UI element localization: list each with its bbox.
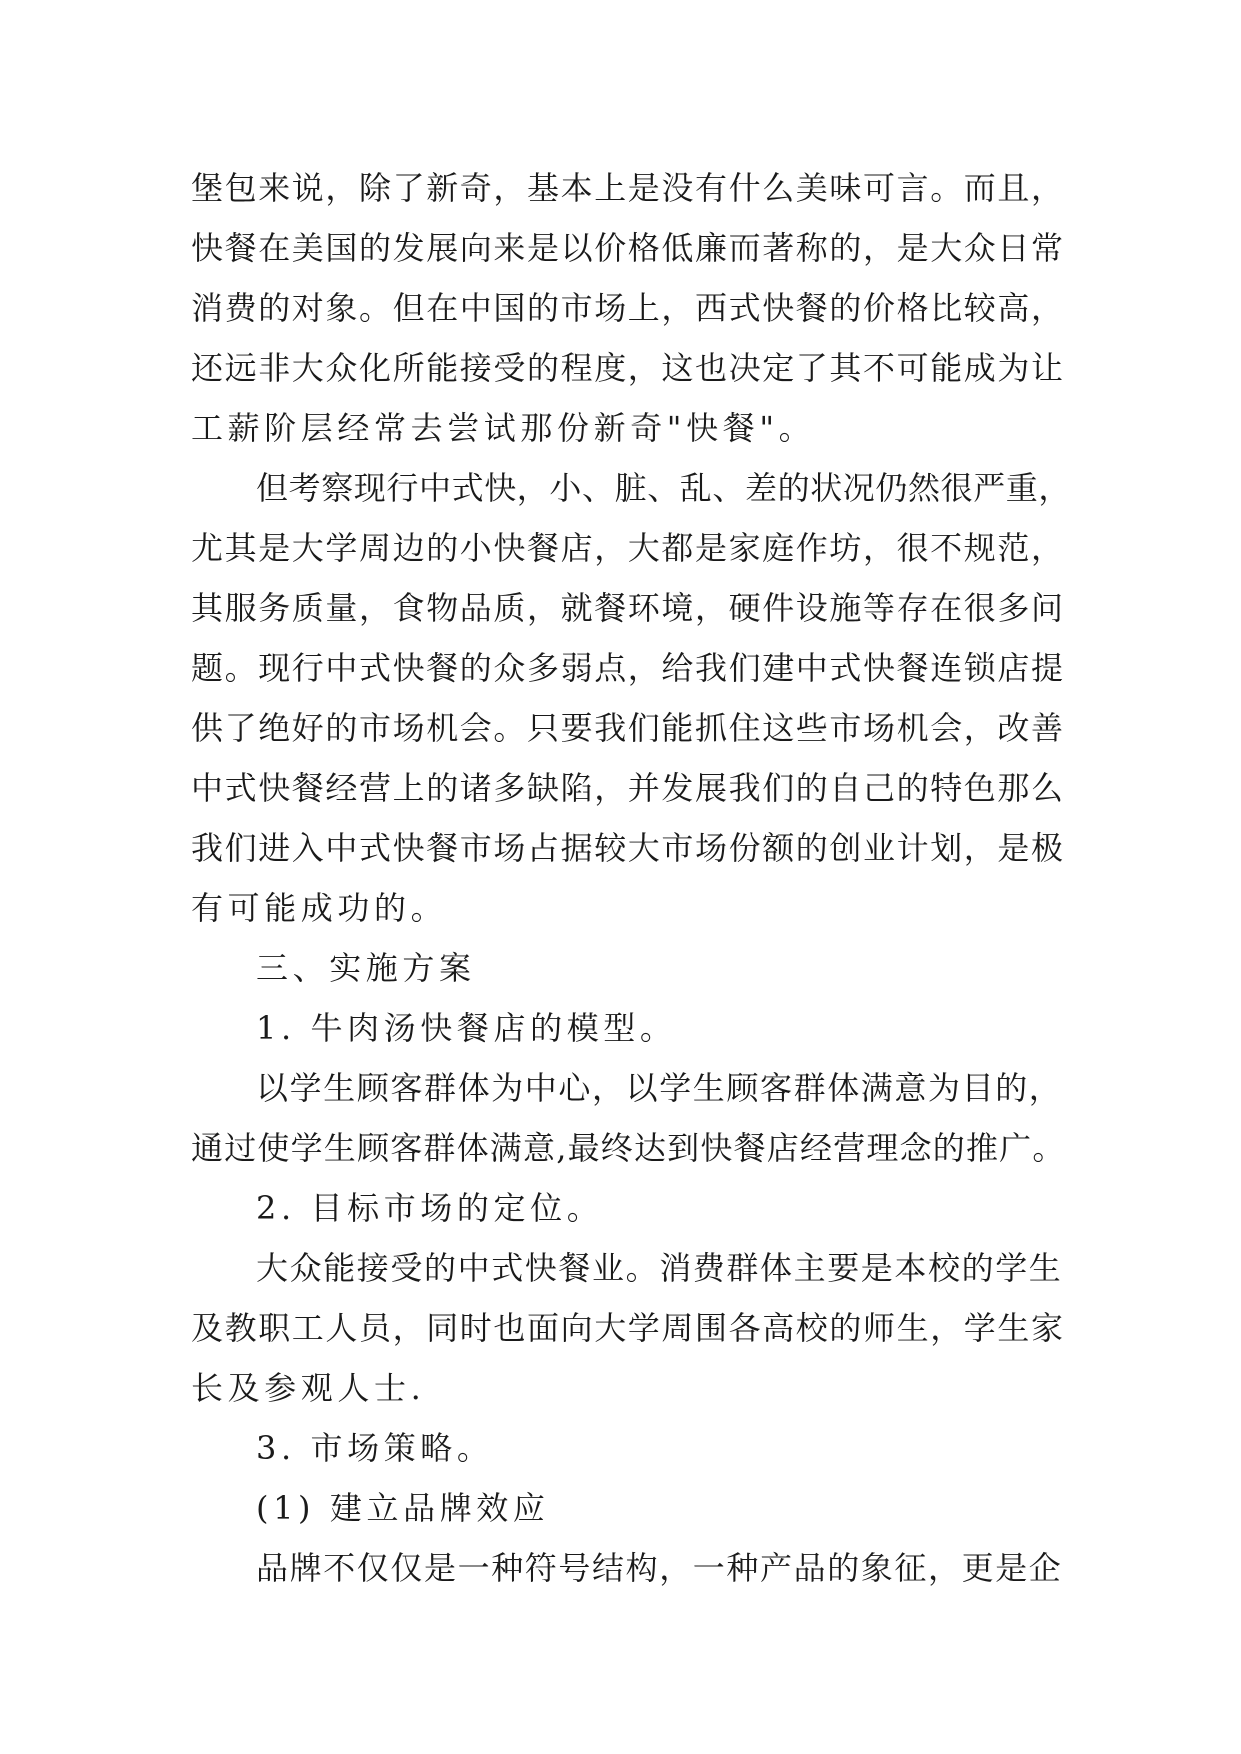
paragraph-model <box>191 1058 1071 1178</box>
text-line: 堡包来说，除了新奇，基本上是没有什么美味可言。而且， <box>191 169 1065 207</box>
text-line: 还远非大众化所能接受的程度，这也决定了其不可能成为让 <box>191 349 1065 387</box>
text-line: 以学生顾客群体为中心，以学生顾客群体满意为目的， <box>256 1069 1063 1107</box>
section-heading: 三、实施方案 <box>256 949 476 987</box>
text-line: 中式快餐经营上的诸多缺陷，并发展我们的自己的特色那么 <box>191 769 1065 807</box>
text-line: 通过使学生顾客群体满意,最终达到快餐店经营理念的推广。 <box>191 1129 1066 1167</box>
text-line: 品牌不仅仅是一种符号结构，一种产品的象征，更是企 <box>256 1549 1063 1587</box>
text-line: 及教职工人员，同时也面向大学周围各高校的师生，学生家 <box>191 1309 1065 1347</box>
paragraph-brand <box>191 1538 1071 1598</box>
item-heading: 2. 目标市场的定位。 <box>256 1189 604 1227</box>
text-line: 快餐在美国的发展向来是以价格低廉而著称的，是大众日常 <box>191 229 1065 267</box>
text-line: 有可能成功的。 <box>191 889 448 927</box>
subitem-heading: (1) 建立品牌效应 <box>256 1489 550 1527</box>
item-heading: 1. 牛肉汤快餐店的模型。 <box>256 1009 677 1047</box>
item-heading: 3. 市场策略。 <box>256 1429 494 1467</box>
text-line: 但考察现行中式快，小、脏、乱、差的状况仍然很严重， <box>256 469 1072 507</box>
text-line: 消费的对象。但在中国的市场上，西式快餐的价格比较高， <box>191 289 1065 327</box>
text-line: 供了绝好的市场机会。只要我们能抓住这些市场机会，改善 <box>191 709 1065 747</box>
document-body <box>191 158 1071 1598</box>
paragraph-target-market <box>191 1238 1071 1418</box>
text-line: 其服务质量，食物品质，就餐环境，硬件设施等存在很多问 <box>191 589 1065 627</box>
text-line: 尤其是大学周边的小快餐店，大都是家庭作坊，很不规范， <box>191 529 1065 567</box>
text-line: 大众能接受的中式快餐业。消费群体主要是本校的学生 <box>256 1249 1063 1287</box>
text-line: 我们进入中式快餐市场占据较大市场份额的创业计划，是极 <box>191 829 1065 867</box>
text-line: 长及参观人士. <box>191 1369 426 1407</box>
text-line: 题。现行中式快餐的众多弱点，给我们建中式快餐连锁店提 <box>191 649 1065 687</box>
paragraph-chinese-fast-food <box>191 458 1071 938</box>
text-line: 工薪阶层经常去尝试那份新奇"快餐"。 <box>191 409 816 447</box>
paragraph-western-fast-food <box>191 158 1071 458</box>
